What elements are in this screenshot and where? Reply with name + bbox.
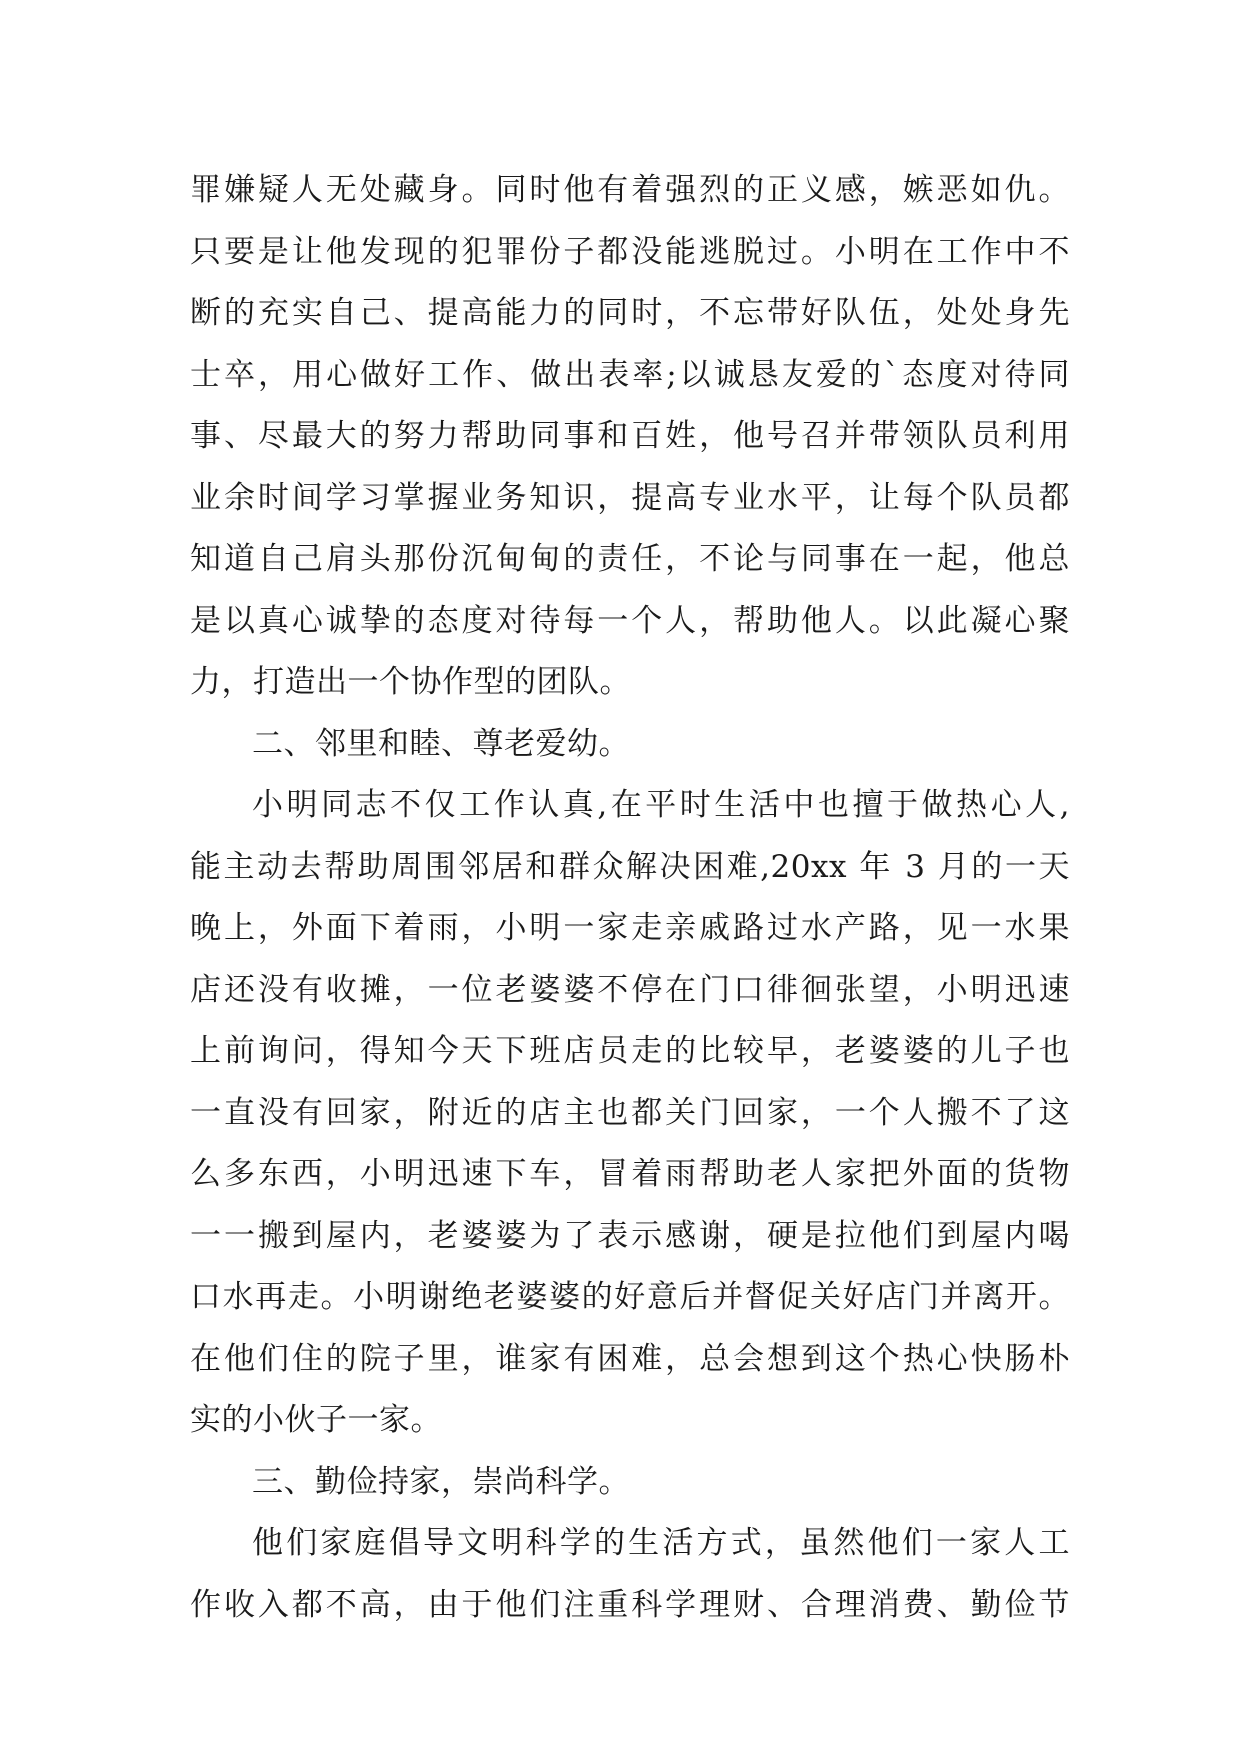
text-line: 上前询问，得知今天下班店员走的比较早，老婆婆的儿子也 [190, 1033, 1070, 1069]
paragraph-p2 [190, 775, 1070, 1452]
text-line: 业余时间学习掌握业务知识，提高专业水平，让每个队员都 [190, 479, 1070, 516]
text-line: 实的小伙子一家。 [190, 1402, 442, 1438]
text-line: 三、勤俭持家，崇尚科学。 [252, 1463, 630, 1500]
paragraph-h2 [190, 714, 1070, 776]
text-line: 知道自己肩头那份沉甸甸的责任，不论与同事在一起，他总 [190, 541, 1070, 577]
text-line: 晚上，外面下着雨，小明一家走亲戚路过水产路，见一水果 [190, 910, 1070, 946]
paragraph-h3 [190, 1452, 1070, 1514]
text-line: 小明同志不仅工作认真,在平时生活中也擅于做热心人, [252, 787, 1070, 823]
text-line: 他们家庭倡导文明科学的生活方式，虽然他们一家人工 [252, 1525, 1070, 1561]
text-line: 断的充实自己、提高能力的同时，不忘带好队伍，处处身先 [190, 295, 1070, 331]
text-line: 力，打造出一个协作型的团队。 [190, 664, 631, 700]
text-line: 一直没有回家，附近的店主也都关门回家，一个人搬不了这 [190, 1094, 1070, 1131]
text-line: 罪嫌疑人无处藏身。同时他有着强烈的正义感，嫉恶如仇。 [190, 172, 1070, 208]
text-line: 一一搬到屋内，老婆婆为了表示感谢，硬是拉他们到屋内喝 [190, 1217, 1070, 1254]
text-line: 在他们住的院子里，谁家有困难，总会想到这个热心快肠朴 [190, 1340, 1070, 1377]
document-body [190, 160, 1070, 1636]
text-line: 作收入都不高，由于他们注重科学理财、合理消费、勤俭节 [190, 1586, 1070, 1623]
paragraph-p3 [190, 1513, 1070, 1636]
text-line: 口水再走。小明谢绝老婆婆的好意后并督促关好店门并离开。 [190, 1279, 1070, 1315]
text-line: 二、邻里和睦、尊老爱幼。 [252, 725, 630, 762]
text-line: 事、尽最大的努力帮助同事和百姓，他号召并带领队员利用 [190, 418, 1070, 454]
text-line: 能主动去帮助周围邻居和群众解决困难,20xx 年 3 月的一天 [190, 848, 1070, 885]
text-line: 是以真心诚挚的态度对待每一个人，帮助他人。以此凝心聚 [190, 602, 1070, 639]
paragraph-p1 [190, 160, 1070, 714]
text-line: 只要是让他发现的犯罪份子都没能逃脱过。小明在工作中不 [190, 233, 1070, 270]
text-line: 士卒，用心做好工作、做出表率;以诚恳友爱的`态度对待同 [190, 356, 1070, 393]
text-line: 店还没有收摊，一位老婆婆不停在门口徘徊张望，小明迅速 [190, 971, 1070, 1008]
text-line: 么多东西，小明迅速下车，冒着雨帮助老人家把外面的货物 [190, 1156, 1070, 1192]
